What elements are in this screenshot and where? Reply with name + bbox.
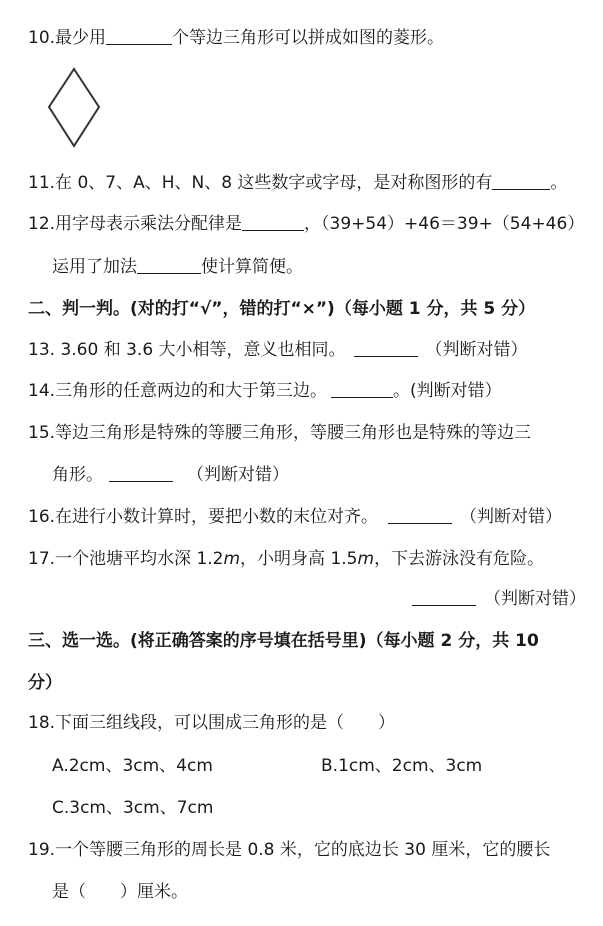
unit-m: m [357,549,375,569]
question-12-line2-before: 运用了加法 [52,257,137,277]
question-19-line2: 是（ ）厘米。 [52,882,188,902]
judge-hint: （判断对错） [460,507,563,527]
question-12-line2 [52,255,303,279]
question-19: 19.一个等腰三角形的周长是 0.8 米，它的底边长 30 厘米，它的腰长 [28,840,551,860]
question-17-line2 [412,587,586,611]
question-11-end: 。 [550,173,568,193]
question-17-text-b: ，小明身高 1.5 [240,549,358,569]
answer-blank[interactable] [388,505,452,524]
option-a[interactable]: A.2cm、3cm、4cm [52,756,213,776]
question-15-line2 [52,463,289,487]
answer-blank[interactable] [412,587,476,606]
section-3-title: 三、选一选。(将正确答案的序号填在括号里)（每小题 2 分，共 10 [28,631,539,651]
question-11 [28,171,567,195]
question-16-text: 16.在进行小数计算时，要把小数的末位对齐。 [28,507,379,527]
question-13-text: 13. 3.60 和 3.6 大小相等，意义也相同。 [28,340,346,360]
question-14 [28,379,502,403]
question-10-text-after: 个等边三角形可以拼成如图的菱形。 [172,28,445,48]
question-13 [28,338,528,362]
option-c[interactable]: C.3cm、3cm、7cm [52,798,214,818]
question-10 [28,26,444,50]
section-3-title-line2: 分） [28,673,62,693]
question-12-text-before: 12.用字母表示乘法分配律是 [28,214,243,234]
question-10-text-before: 10.最少用 [28,28,107,48]
question-17 [28,547,544,571]
question-18-stem: 18.下面三组线段，可以围成三角形的是（ ） [28,713,396,733]
question-16 [28,505,562,529]
judge-hint: （判断对错） [425,340,528,360]
judge-hint: （判断对错） [484,589,586,609]
question-17-text-a: 17.一个池塘平均水深 1.2 [28,549,224,569]
question-15-line2-text: 角形。 [52,465,103,485]
question-12-text-after: ，（39+54）+46＝39+（54+46） [304,214,585,234]
section-2-title: 二、判一判。(对的打“√”，错的打“×”)（每小题 1 分，共 5 分） [28,299,536,319]
rhombus-figure [44,66,104,150]
judge-hint: （判断对错） [187,465,289,485]
answer-blank[interactable] [109,463,173,482]
answer-blank[interactable] [492,171,550,190]
answer-blank[interactable] [106,26,172,45]
question-11-text: 11.在 0、7、A、H、N、8 这些数字或字母，是对称图形的有 [28,173,493,193]
answer-blank[interactable] [331,379,393,398]
answer-blank[interactable] [242,212,304,231]
question-17-text-c: ，下去游泳没有危险。 [374,549,545,569]
question-12 [28,212,584,236]
question-14-text: 14.三角形的任意两边的和大于第三边。 [28,381,328,401]
answer-blank[interactable] [354,338,418,357]
answer-blank[interactable] [137,255,201,274]
judge-hint: 。(判断对错） [393,381,502,401]
question-15: 15.等边三角形是特殊的等腰三角形，等腰三角形也是特殊的等边三 [28,423,532,443]
option-b[interactable]: B.1cm、2cm、3cm [321,756,483,776]
question-12-line2-after: 使计算简便。 [201,257,303,277]
unit-m: m [223,549,241,569]
